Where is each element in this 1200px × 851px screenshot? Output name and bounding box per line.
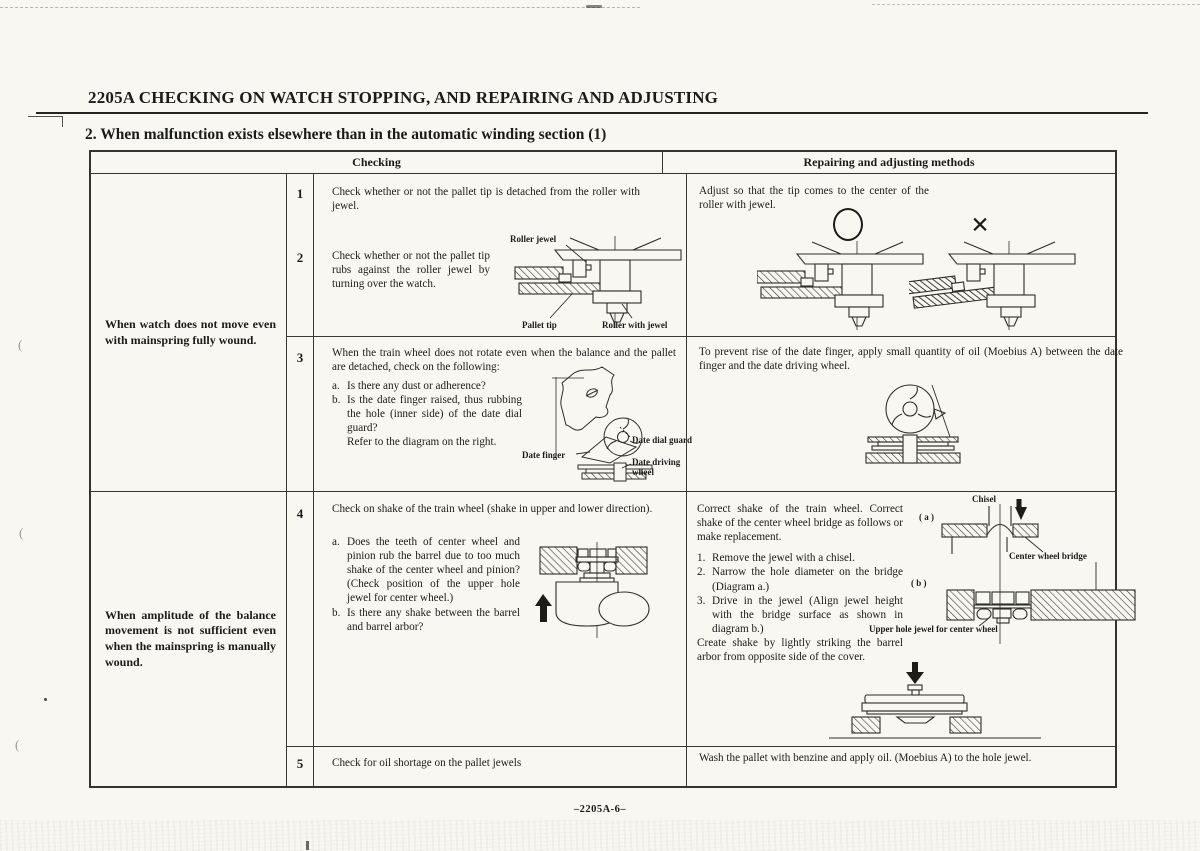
list-item-text: Is there any dust or adherence? [347, 380, 486, 392]
table-row [287, 337, 1123, 491]
list-item [332, 606, 520, 634]
repair-text: To prevent rise of the date finger, apply small quantity of oil (Moebius A) between the date finger and the date driving wheel. [699, 346, 1123, 373]
scan-speck [44, 698, 47, 701]
item-number: 1 [296, 186, 304, 201]
pallet-roller-diagram-drawing [502, 232, 686, 334]
list-item-text: Is there any shake between the barrel and barrel arbor? [347, 606, 520, 633]
item-number-cell [287, 337, 314, 491]
checking-cell [314, 492, 687, 746]
diagram-label: Date finger [522, 450, 566, 460]
list-marker: b. [332, 394, 341, 407]
checking-text: Check whether or not the pallet tip is detached from the roller with jewel. [332, 186, 640, 213]
diagram-label: Date driving wheel [632, 457, 681, 478]
diagram-label: Date dial guard [632, 435, 693, 445]
table-header-row [91, 152, 1115, 174]
repair-step-text: Remove the jewel with a chisel. [712, 552, 855, 565]
repair-outro: Create shake by lightly striking the barrel arbor from opposite side of the cover. [697, 636, 903, 664]
checking-list [332, 535, 520, 634]
page-title: 2205A CHECKING ON WATCH STOPPING, AND REPAIRING AND ADJUSTING [88, 88, 719, 107]
margin-mark: ( [18, 337, 23, 352]
item-number: 2 [296, 250, 304, 265]
condition-text: When amplitude of the balance movement is not sufficient even when the mainspring is manually wound. [105, 607, 276, 669]
repair-cell [687, 492, 1115, 746]
diagram-label: Chisel [972, 494, 997, 504]
pallet-roller-diagram [502, 232, 686, 334]
margin-mark: ( [15, 737, 20, 752]
scan-noise-band [0, 820, 1200, 851]
condition-cell [91, 492, 287, 786]
good-mark-icon [833, 208, 863, 241]
train-wheel-shake-diagram [514, 542, 679, 672]
checking-cell [314, 747, 687, 786]
repair-text: Wash the pallet with benzine and apply oil. (Moebius A) to the hole jewel. [699, 752, 1032, 764]
item-number-cell [287, 492, 314, 746]
list-marker: 3. [697, 594, 706, 607]
diagram-label: Center wheel bridge [1009, 551, 1087, 561]
repair-cell [687, 174, 1115, 336]
bad-mark-icon: × [971, 206, 990, 242]
scan-edge-artifact [0, 7, 640, 8]
barrel-press-diagram [815, 658, 1055, 744]
item-number: 3 [296, 350, 304, 365]
title-rule [36, 112, 1148, 114]
repair-step-text: Narrow the hole diameter on the bridge (Diagram a.) [712, 566, 903, 593]
repair-cell [687, 337, 1123, 491]
column-header-checking: Checking [91, 152, 663, 173]
list-marker: b. [332, 606, 341, 619]
repair-intro: Correct shake of the train wheel. Correct shake of the center wheel bridge as follows or make replacement. [697, 503, 903, 544]
checking-text: Check on shake of the train wheel (shake in upper and lower direction). [332, 503, 653, 515]
list-item-text: Does the teeth of center wheel and pinion rub the barrel due to too much shake of the center wheel and pinion? (Check position of the upper hole jewel for center wheel.) [347, 536, 520, 605]
repair-cell [687, 747, 1115, 786]
center-wheel-bridge-diagram [867, 494, 1137, 654]
list-item [332, 379, 522, 393]
table-row [287, 174, 1115, 337]
date-wheel-oil-diagram [852, 379, 972, 487]
repair-text: Adjust so that the tip comes to the center of the roller with jewel. [699, 185, 929, 212]
list-item-text: Is the date finger raised, thus rubbing the hole (inner side) of the date dial guard? [347, 394, 522, 435]
section-heading: 2. When malfunction exists elsewhere than in the automatic winding section (1) [85, 126, 607, 143]
list-marker: a. [332, 536, 340, 548]
date-finger-diagram [518, 365, 693, 487]
condition-cell [91, 174, 287, 491]
list-item [332, 535, 520, 606]
item-number-cell [287, 747, 314, 786]
list-marker: a. [332, 380, 340, 392]
item-number-cell [287, 174, 314, 336]
table-row [91, 174, 1123, 492]
condition-text: When watch does not move even with mainspring fully wound. [105, 316, 276, 347]
list-marker: 2. [697, 566, 706, 579]
column-header-repairing: Repairing and adjusting methods [803, 155, 975, 169]
list-marker: 1. [697, 552, 706, 565]
scan-speck [306, 841, 309, 850]
diagram-label: Roller with jewel [602, 320, 668, 330]
repair-step-text: Drive in the jewel (Align jewel height with the bridge surface as shown in diagram b.) [712, 594, 903, 635]
pallet-roller-good-diagram [757, 240, 927, 332]
diagram-label: ( a ) [919, 512, 934, 522]
page-number: –2205A-6– [573, 804, 627, 815]
scan-corner-bracket [28, 116, 63, 127]
diagram-label: Upper hole jewel for center wheel [869, 624, 998, 634]
table-row [91, 492, 1115, 786]
item-number: 4 [296, 506, 304, 521]
checking-cell [314, 337, 693, 491]
item-number: 5 [296, 756, 304, 771]
table-row [287, 492, 1115, 747]
checking-list [332, 379, 522, 450]
diagram-label: ( b ) [911, 578, 927, 588]
diagram-label: Pallet tip [522, 320, 557, 330]
checking-text: When the train wheel does not rotate even when the balance and the pallet are detached, check on the following: [332, 347, 676, 374]
scan-edge-artifact [872, 4, 1200, 5]
checking-text: Check for oil shortage on the pallet jewels [332, 757, 522, 769]
diagram-label: Roller jewel [510, 234, 557, 244]
list-item-note: Refer to the diagram on the right. [347, 436, 497, 449]
scan-edge-artifact [586, 5, 602, 8]
troubleshooting-table [89, 150, 1123, 788]
table-row [287, 747, 1115, 786]
margin-mark: ( [19, 525, 24, 540]
checking-text: Check whether or not the pallet tip rubs against the roller jewel by turning over the watch. [332, 250, 490, 291]
list-item [332, 393, 522, 435]
checking-cell [314, 174, 687, 336]
pallet-roller-bad-diagram [909, 240, 1079, 332]
